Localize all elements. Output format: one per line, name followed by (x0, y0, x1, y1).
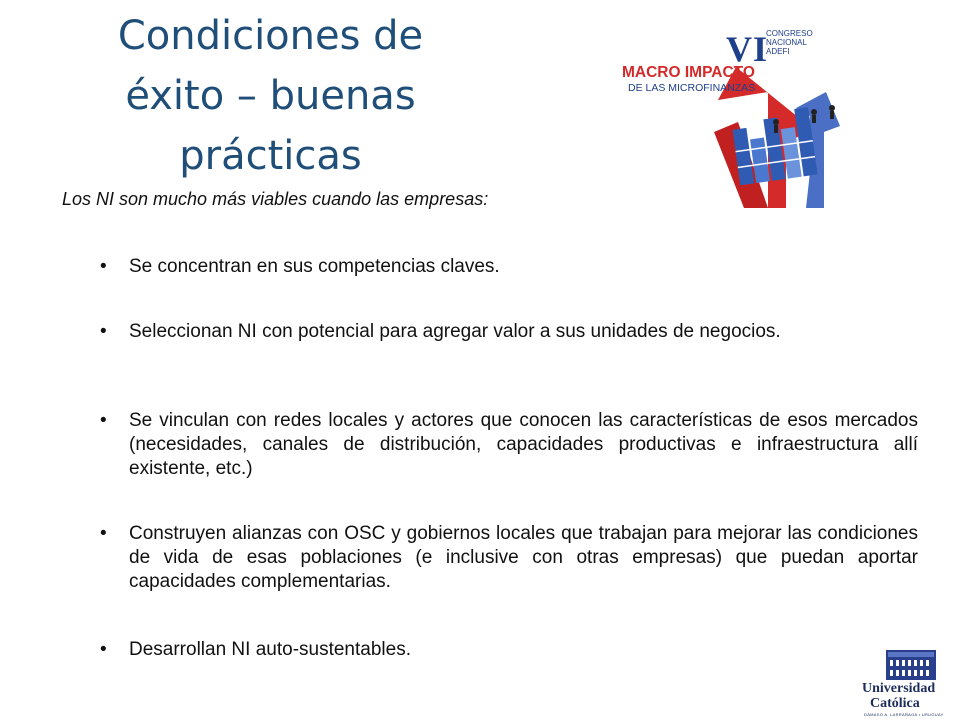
bullet-text: Construyen alianzas con OSC y gobiernos locales que trabajan para mejorar las condiciones de vida de esas poblaciones (e inclusive con otras empresas) que puedan aportar capacidades complementarias. (129, 523, 918, 592)
bullet-text: Se concentran en sus competencias claves. (129, 256, 500, 277)
university-name-line2: Católica (870, 696, 920, 711)
title-line-1: Condiciones de (117, 13, 424, 59)
bullet-text: Desarrollan NI auto-sustentables. (129, 639, 411, 660)
university-tagline: DÁMASO A. LARRAÑAGA • URUGUAY (864, 712, 944, 717)
title-line-3: prácticas (179, 133, 362, 179)
bullet-item-2 (100, 320, 918, 344)
page-title (88, 6, 453, 186)
university-building-icon (862, 648, 958, 682)
university-logo (862, 648, 958, 720)
bullet-marker: • (100, 523, 107, 544)
bullet-marker: • (100, 321, 107, 342)
logo-roman-numeral: VI (726, 29, 769, 69)
logo-headline: MACRO IMPACTO (622, 64, 755, 81)
university-name-line1: Universidad (862, 681, 936, 696)
chart-grid-shape (731, 107, 818, 185)
intro-text: Los NI son mucho más viables cuando las empresas: (62, 189, 489, 209)
bullet-item-1 (100, 255, 918, 279)
bullet-marker: • (100, 410, 107, 431)
logo-subline: DE LAS MICROFINANZAS (628, 82, 756, 94)
bullet-marker: • (100, 256, 107, 277)
bullet-item-4 (100, 522, 918, 594)
bullet-text: Se vinculan con redes locales y actores que conocen las características de esos mercados (necesidades, canales de distribución, capacidades productivas e infraestructura allí existente, etc.) (129, 410, 918, 479)
title-line-2: éxito – buenas (125, 73, 416, 119)
bullet-text: Seleccionan NI con potencial para agregar valor a sus unidades de negocios. (129, 321, 781, 342)
bullet-item-5 (100, 638, 918, 662)
congress-logo (618, 22, 840, 212)
bullet-marker: • (100, 639, 107, 660)
logo-congreso-text: CONGRESO NACIONAL ADEFI (766, 29, 813, 56)
bullet-item-3 (100, 409, 918, 481)
